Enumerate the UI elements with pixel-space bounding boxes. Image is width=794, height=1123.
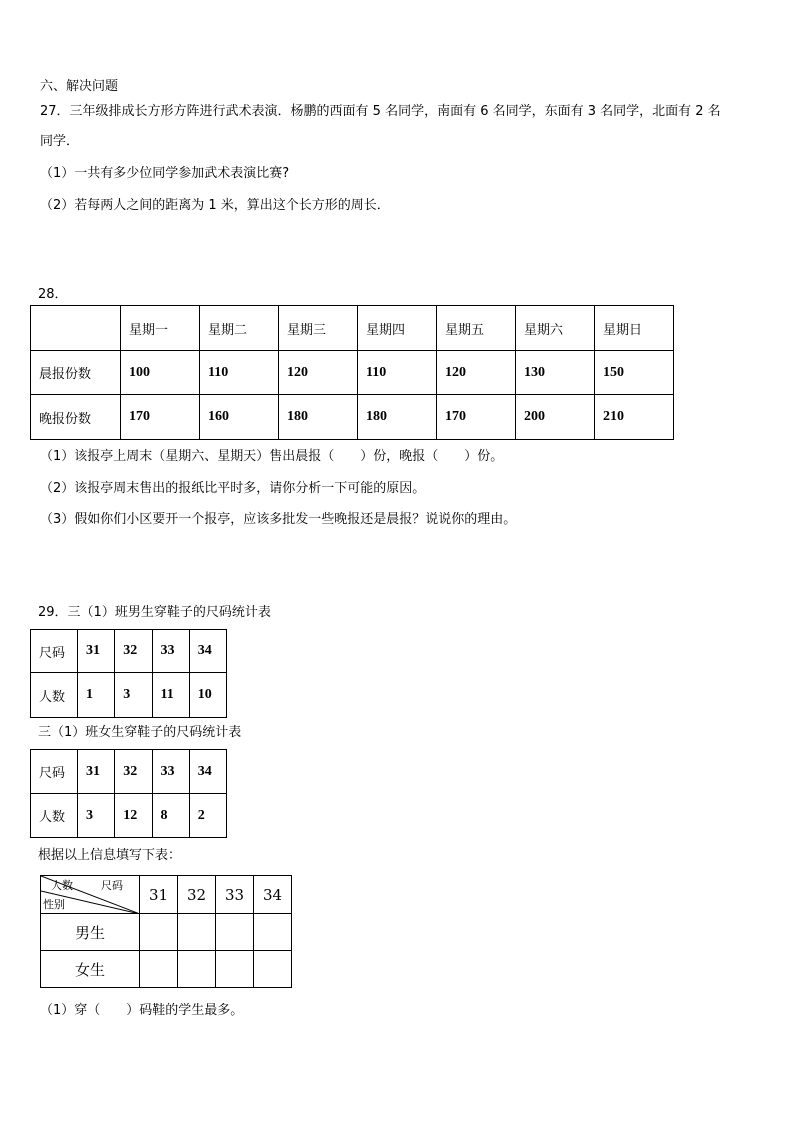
- row-label: 尺码: [31, 750, 78, 794]
- header-size: 34: [254, 876, 292, 914]
- q28-sub2: （2）该报亭周末售出的报纸比平时多，请你分析一下可能的原因。: [40, 481, 426, 496]
- table-cell: 31: [78, 630, 115, 673]
- header-size: 31: [140, 876, 178, 914]
- table-cell: 10: [189, 673, 226, 718]
- q29-sub1: （1）穿（ ）码鞋的学生最多。: [40, 1003, 244, 1018]
- q29-fill-instruction: 根据以上信息填写下表：: [38, 848, 182, 863]
- q28-sub3: （3）假如你们小区要开一个报亭，应该多批发一些晚报还是晨报？说说你的理由。: [40, 512, 517, 527]
- row-label: 晚报份数: [31, 395, 121, 440]
- answer-cell[interactable]: [178, 914, 216, 951]
- table-cell: 34: [189, 750, 226, 794]
- corner-label-size: 尺码: [101, 879, 123, 892]
- table-cell: 120: [437, 351, 516, 395]
- table-cell: 8: [152, 794, 189, 838]
- header-size: 33: [216, 876, 254, 914]
- header-day: 星期一: [121, 306, 200, 351]
- table-cell: 150: [595, 351, 674, 395]
- row-label: 人数: [31, 673, 78, 718]
- answer-cell[interactable]: [216, 914, 254, 951]
- q29-boys-title: 29．三（1）班男生穿鞋子的尺码统计表: [38, 605, 271, 620]
- header-day: 星期二: [200, 306, 279, 351]
- table-cell: 110: [358, 351, 437, 395]
- section-title: 六、解决问题: [40, 79, 119, 94]
- row-label: 人数: [31, 794, 78, 838]
- table-cell: 130: [516, 351, 595, 395]
- table-cell: 2: [189, 794, 226, 838]
- table-cell: 180: [279, 395, 358, 440]
- table-cell: 32: [115, 630, 152, 673]
- table-cell: 32: [115, 750, 152, 794]
- table-cell: 12: [115, 794, 152, 838]
- row-label: 晨报份数: [31, 351, 121, 395]
- table-cell: 33: [152, 750, 189, 794]
- answer-cell[interactable]: [178, 951, 216, 988]
- header-day: 星期五: [437, 306, 516, 351]
- answer-cell[interactable]: [254, 914, 292, 951]
- header-day: 星期六: [516, 306, 595, 351]
- table-cell: 210: [595, 395, 674, 440]
- answer-cell[interactable]: [140, 951, 178, 988]
- table-cell: 170: [437, 395, 516, 440]
- table-cell: 100: [121, 351, 200, 395]
- q27-sub1: （1）一共有多少位同学参加武术表演比赛?: [40, 166, 290, 181]
- corner-label-gender: 性别: [43, 898, 65, 911]
- table-cell: 3: [115, 673, 152, 718]
- table-corner-cell: [31, 306, 121, 351]
- q28-label: 28．: [38, 287, 68, 302]
- answer-cell[interactable]: [140, 914, 178, 951]
- table-cell: 110: [200, 351, 279, 395]
- table-cell: 160: [200, 395, 279, 440]
- q27-line2: 同学．: [40, 134, 80, 149]
- table-cell: 180: [358, 395, 437, 440]
- q29-combined-table: [40, 875, 292, 988]
- row-label: 男生: [41, 914, 140, 951]
- table-cell: 1: [78, 673, 115, 718]
- q27-sub2: （2）若每两人之间的距离为 1 米，算出这个长方形的周长．: [40, 198, 390, 213]
- q28-sub1: （1）该报亭上周末（星期六、星期天）售出晨报（ ）份，晚报（ ）份。: [40, 449, 504, 464]
- table-cell: 34: [189, 630, 226, 673]
- row-label: 女生: [41, 951, 140, 988]
- q28-newspaper-table: [30, 305, 674, 440]
- table-cell: 120: [279, 351, 358, 395]
- q27-line1: 27．三年级排成长方形方阵进行武术表演．杨鹏的西面有 5 名同学，南面有 6 名同学，东面有 3 名同学，北面有 2 名: [40, 104, 721, 119]
- table-cell: 33: [152, 630, 189, 673]
- table-cell: 170: [121, 395, 200, 440]
- header-size: 32: [178, 876, 216, 914]
- header-day: 星期日: [595, 306, 674, 351]
- q29-girls-title: 三（1）班女生穿鞋子的尺码统计表: [38, 725, 242, 740]
- q29-boys-table: [30, 629, 227, 718]
- table-cell: 200: [516, 395, 595, 440]
- answer-cell[interactable]: [216, 951, 254, 988]
- answer-cell[interactable]: [254, 951, 292, 988]
- table-cell: 11: [152, 673, 189, 718]
- header-day: 星期三: [279, 306, 358, 351]
- q29-girls-table: [30, 749, 227, 838]
- header-day: 星期四: [358, 306, 437, 351]
- table-cell: 3: [78, 794, 115, 838]
- diagonal-header-cell: [41, 876, 140, 914]
- row-label: 尺码: [31, 630, 78, 673]
- corner-label-count: 人数: [51, 879, 73, 892]
- table-cell: 31: [78, 750, 115, 794]
